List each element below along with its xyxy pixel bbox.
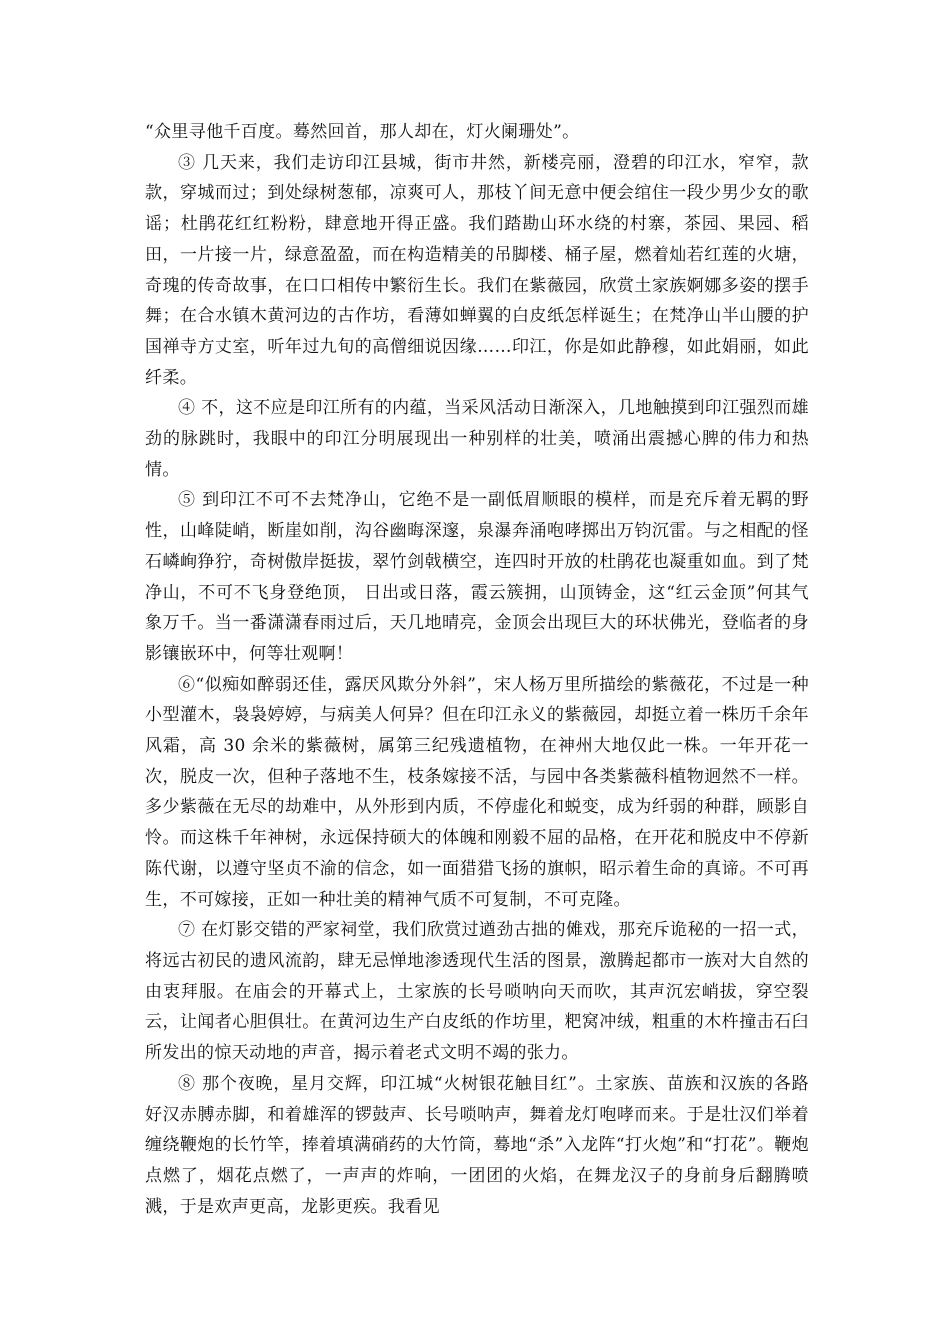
paragraph-7: ⑦ 在灯影交错的严家祠堂，我们欣赏过遒劲古拙的傩戏，那充斥诡秘的一招一式，将远古初民的遗风流韵，肆无忌惮地渗透现代生活的图景，激腾起都市一族对大自然的由衷拜服。在庙会的开幕式上，土家族的长号唢呐向天而吹，其声沉宏峭拔，穿空裂云，让闻者心胆俱壮。在黄河边生产白皮纸的作坊里，粑窝冲绒，粗重的木杵撞击石臼所发出的惊天动地的声音，揭示着老式文明不竭的张力。 bbox=[145, 920, 809, 1064]
paragraph-5: ⑤ 到印江不可不去梵净山，它绝不是一副低眉顺眼的模样，而是充斥着无羁的野性，山峰陡峭，断崖如削，沟谷幽晦深邃，泉瀑奔涌咆哮掷出万钧沉雷。与之相配的怪石嶙峋狰狞，奇树傲岸挺拔，翠竹剑戟横空，连四时开放的杜鹃花也凝重如血。到了梵净山，不可不飞身登绝顶， 日出或日落，霞云簇拥，山顶铸金，这“红云金顶”何其气象万千。当一番潇潇春雨过后，天几地晴亮，金顶会出现巨大的环状佛光，登临者的身影镶嵌环中，何等壮观啊！ bbox=[145, 490, 809, 664]
paragraph-8: ⑧ 那个夜晚，星月交辉，印江城“火树银花触目红”。土家族、苗族和汉族的各路好汉赤膊赤脚，和着雄浑的锣鼓声、长号唢呐声，舞着龙灯咆哮而来。于是壮汉们举着缠绕鞭炮的长竹竿，捧着填满硝药的大竹筒，蓦地“杀”入龙阵“打火炮”和“打花”。鞭炮点燃了，烟花点燃了，一声声的炸响，一团团的火焰，在舞龙汉子的身前身后翻腾喷溅，于是欢声更高，龙影更疾。我看见 bbox=[145, 1073, 809, 1217]
paragraph-6: ⑥“似痴如醉弱还佳，露厌风欺分外斜”，宋人杨万里所描绘的紫薇花，不过是一种小型灌木，袅袅婷婷，与病美人何异？但在印江永义的紫薇园，却挺立着一株历千余年风霜，高 30 余米的紫薇树，属第三纪残遗植物，在神州大地仅此一株。一年开花一次，脱皮一次，但种子落地不生，枝条嫁接不活，与园中各类紫薇科植物迥然不一样。多少紫薇在无尽的劫难中，从外形到内质，不停虚化和蜕变，成为纤弱的种群，顾影自怜。而这株千年神树，永远保持硕大的体魄和刚毅不屈的品格，在开花和脱皮中不停新陈代谢，以遵守坚贞不渝的信念，如一面猎猎飞扬的旗帜，昭示着生命的真谛。不可再生，不可嫁接，正如一种壮美的精神气质不可复制，不可克隆。 bbox=[145, 674, 809, 910]
document-page bbox=[145, 117, 809, 1222]
paragraph-3: ③ 几天来，我们走访印江县城，街市井然，新楼亮丽，澄碧的印江水，窄窄，款款，穿城而过；到处绿树葱郁，凉爽可人，那枝丫间无意中便会绾住一段少男少女的歌谣；杜鹃花红红粉粉，肆意地开得正盛。我们踏勘山环水绕的村寨，茶园、果园、稻田，一片接一片，绿意盈盈，而在构造精美的吊脚楼、桶子屋，燃着灿若红莲的火塘，奇瑰的传奇故事，在口口相传中繁衍生长。我们在紫薇园，欣赏土家族婀娜多姿的摆手舞；在合水镇木黄河边的古作坊，看薄如蝉翼的白皮纸怎样诞生；在梵净山半山腰的护国禅寺方丈室，听年过九旬的高僧细说因缘……印江，你是如此静穆，如此娟丽，如此纤柔。 bbox=[145, 152, 809, 388]
paragraph-quote-line: “众里寻他千百度。蓦然回首，那人却在，灯火阑珊处”。 bbox=[145, 122, 580, 142]
paragraph-4: ④ 不，这不应是印江所有的内蕴，当采风活动日渐深入，几地触摸到印江强烈而雄劲的脉跳时，我眼中的印江分明展现出一种别样的壮美，喷涌出震撼心脾的伟力和热情。 bbox=[145, 398, 809, 480]
